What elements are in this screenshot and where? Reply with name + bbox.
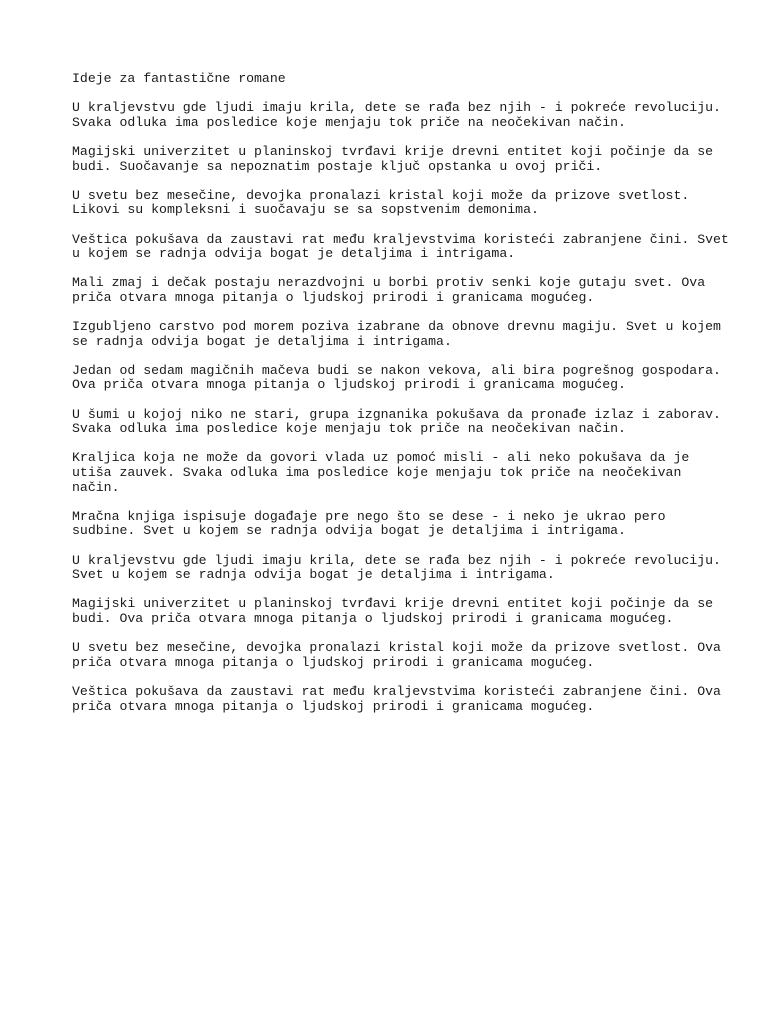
paragraph-line: Jedan od sedam magičnih mačeva budi se nakon vekova, ali bira pogrešnog gospodara. <box>72 362 721 378</box>
paragraph <box>72 362 721 393</box>
paragraph <box>72 552 721 583</box>
paragraph <box>72 640 721 670</box>
document-title: Ideje za fantastične romane <box>72 71 286 86</box>
paragraph-line: Svaka odluka ima posledice koje menjaju tok priče na neočekivan način. <box>72 421 626 437</box>
paragraph <box>72 276 712 305</box>
paragraph <box>72 451 712 495</box>
paragraph-line: U svetu bez mesečine, devojka pronalazi kristal koji može da prizove svetlost. Ova <box>72 640 721 656</box>
paragraph-line: budi. Ova priča otvara mnoga pitanja o ljudskoj prirodi i granicama mogućeg. <box>72 610 674 626</box>
paragraph-line: priča otvara mnoga pitanja o ljudskoj prirodi i granicama mogućeg. <box>72 698 595 714</box>
paragraph-line: Veštica pokušava da zaustavi rat među kraljevstvima koristeći zabranjene čini. Svet <box>72 231 729 247</box>
paragraph-line: Mali zmaj i dečak postaju nerazdvojni u borbi protiv senki koje gutaju svet. Ova <box>72 275 706 291</box>
paragraph-line: Magijski univerzitet u planinskoj tvrđavi krije drevni entitet koji počinje da se <box>72 143 714 159</box>
paragraph <box>72 231 729 262</box>
paragraph-line: U kraljevstvu gde ljudi imaju krila, dete se rađa bez njih - i pokreće revoluciju. <box>72 100 721 116</box>
paragraph <box>72 319 721 349</box>
paragraph-line: način. <box>72 479 120 495</box>
paragraph <box>72 189 712 218</box>
paragraph-line: Likovi su kompleksni i suočavaju se sa sopstvenim demonima. <box>72 202 539 218</box>
paragraph <box>72 100 721 130</box>
paragraph-line: Veštica pokušava da zaustavi rat među kraljevstvima koristeći zabranjene čini. Ova <box>72 683 721 699</box>
document-body <box>72 71 729 729</box>
paragraph <box>72 597 712 626</box>
paragraph <box>72 406 721 437</box>
paragraph-line: Svet u kojem se radnja odvija bogat je detaljima i intrigama. <box>72 567 555 583</box>
paragraph-line: Kraljica koja ne može da govori vlada uz pomoć misli - ali neko pokušava da je <box>72 450 690 466</box>
paragraph-line: sudbine. Svet u kojem se radnja odvija bogat je detaljima i intrigama. <box>72 523 626 539</box>
paragraph <box>72 683 721 714</box>
paragraph-list <box>72 100 729 714</box>
paragraph-line: priča otvara mnoga pitanja o ljudskoj prirodi i granicama mogućeg. <box>72 654 595 670</box>
paragraph-line: Izgubljeno carstvo pod morem poziva izabrane da obnove drevnu magiju. Svet u kojem <box>72 319 721 335</box>
paragraph-line: U šumi u kojoj niko ne stari, grupa izgnanika pokušava da pronađe izlaz i zaborav. <box>72 406 721 422</box>
paragraph <box>72 145 712 174</box>
paragraph-line: Svaka odluka ima posledice koje menjaju tok priče na neočekivan način. <box>72 114 626 130</box>
paragraph-line: budi. Suočavanje sa nepoznatim postaje ključ opstanka u ovoj priči. <box>72 158 603 174</box>
paragraph-line: Magijski univerzitet u planinskoj tvrđavi krije drevni entitet koji počinje da se <box>72 596 714 612</box>
paragraph-line: priča otvara mnoga pitanja o ljudskoj prirodi i granicama mogućeg. <box>72 289 595 305</box>
paragraph-line: Mračna knjiga ispisuje događaje pre nego što se dese - i neko je ukrao pero <box>72 508 666 524</box>
paragraph <box>72 510 712 539</box>
paragraph-line: U kraljevstvu gde ljudi imaju krila, dete se rađa bez njih - i pokreće revoluciju. <box>72 552 721 568</box>
paragraph-line: U svetu bez mesečine, devojka pronalazi kristal koji može da prizove svetlost. <box>72 187 690 203</box>
paragraph-line: se radnja odvija bogat je detaljima i intrigama. <box>72 333 452 349</box>
paragraph-line: Ova priča otvara mnoga pitanja o ljudskoj prirodi i granicama mogućeg. <box>72 377 626 393</box>
paragraph-line: u kojem se radnja odvija bogat je detaljima i intrigama. <box>72 246 516 262</box>
paragraph-line: utiša zauvek. Svaka odluka ima posledice koje menjaju tok priče na neočekivan <box>72 465 682 481</box>
